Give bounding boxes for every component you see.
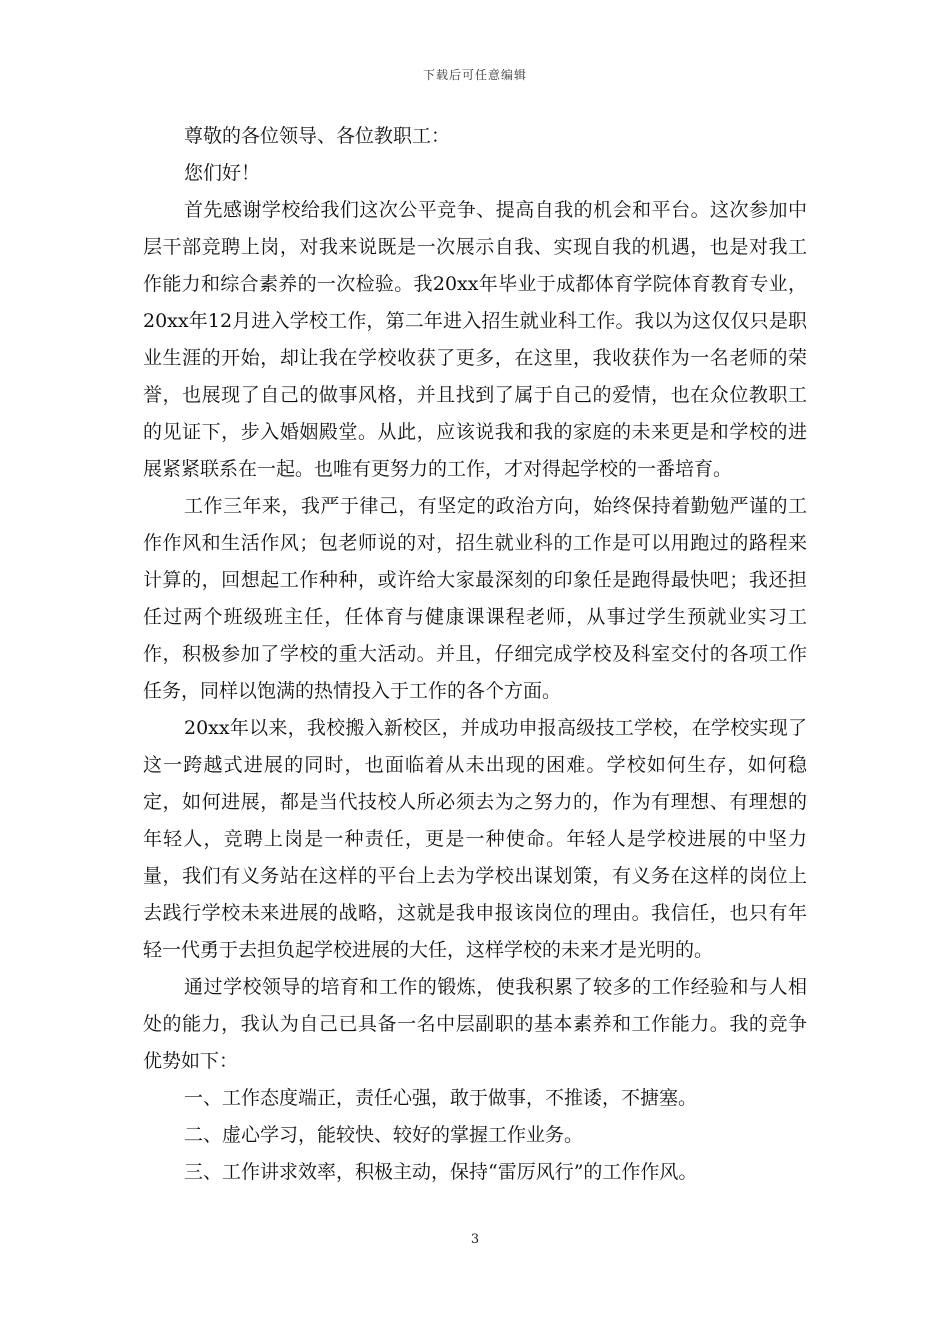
paragraph-advantages-intro: 通过学校领导的培育和工作的锻炼，使我积累了较多的工作经验和与人相处的能力，我认为自己已具备一名中层副职的基本素养和工作能力。我的竞争优势如下： <box>143 976 807 1072</box>
document-body <box>143 118 807 1191</box>
page-number: 3 <box>470 1232 480 1247</box>
page-header: 下载后可任意编辑 <box>422 68 527 82</box>
list-item-advantage-2: 二、虚心学习，能较快、较好的掌握工作业务。 <box>184 1124 584 1146</box>
paragraph-school-development: 20xx年以来，我校搬入新校区，并成功申报高级技工学校，在学校实现了这一跨越式进展的同时，也面临着从未出现的困难。学校如何生存，如何稳定，如何进展，都是当代技校人所必须去为之努力的，作为有理想、有理想的年轻人，竞聘上岗是一种责任，更是一种使命。年轻人是学校进展的中坚力量，我们有义务站在这样的平台上去为学校出谋划策，有义务在这样的岗位上去践行学校未来进展的战略，这就是我申报该岗位的理由。我信任，也只有年轻一代勇于去担负起学校进展的大任，这样学校的未来才是光明的。 <box>143 717 807 961</box>
salutation: 尊敬的各位领导、各位教职工： <box>184 125 451 147</box>
paragraph-work-history: 工作三年来，我严于律己，有坚定的政治方向，始终保持着勤勉严谨的工作作风和生活作风；包老师说的对，招生就业科的工作是可以用跑过的路程来计算的，回想起工作种种，或许给大家最深刻的印象任是跑得最快吧；我还担任过两个班级班主任，任体育与健康课课程老师，从事过学生预就业实习工作，积极参加了学校的重大活动。并且，仔细完成学校及科室交付的各项工作任务，同样以饱满的热情投入于工作的各个方面。 <box>143 495 807 702</box>
paragraph-intro: 首先感谢学校给我们这次公平竞争、提高自我的机会和平台。这次参加中层干部竞聘上岗，对我来说既是一次展示自我、实现自我的机遇，也是对我工作能力和综合素养的一次检验。我20xx年毕业于成都体育学院体育教育专业，20xx年12月进入学校工作，第二年进入招生就业科工作。我以为这仅仅只是职业生涯的开始，却让我在学校收获了更多，在这里，我收获作为一名老师的荣誉，也展现了自己的做事风格，并且找到了属于自己的爱情，也在众位教职工的见证下，步入婚姻殿堂。从此，应该说我和我的家庭的未来更是和学校的进展紧紧联系在一起。也唯有更努力的工作，才对得起学校的一番培育。 <box>143 199 807 480</box>
list-item-advantage-3: 三、工作讲求效率，积极主动，保持“雷厉风行”的工作作风。 <box>184 1161 698 1183</box>
greeting: 您们好！ <box>184 162 261 184</box>
list-item-advantage-1: 一、工作态度端正，责任心强，敢于做事，不推诿，不搪塞。 <box>184 1087 698 1109</box>
